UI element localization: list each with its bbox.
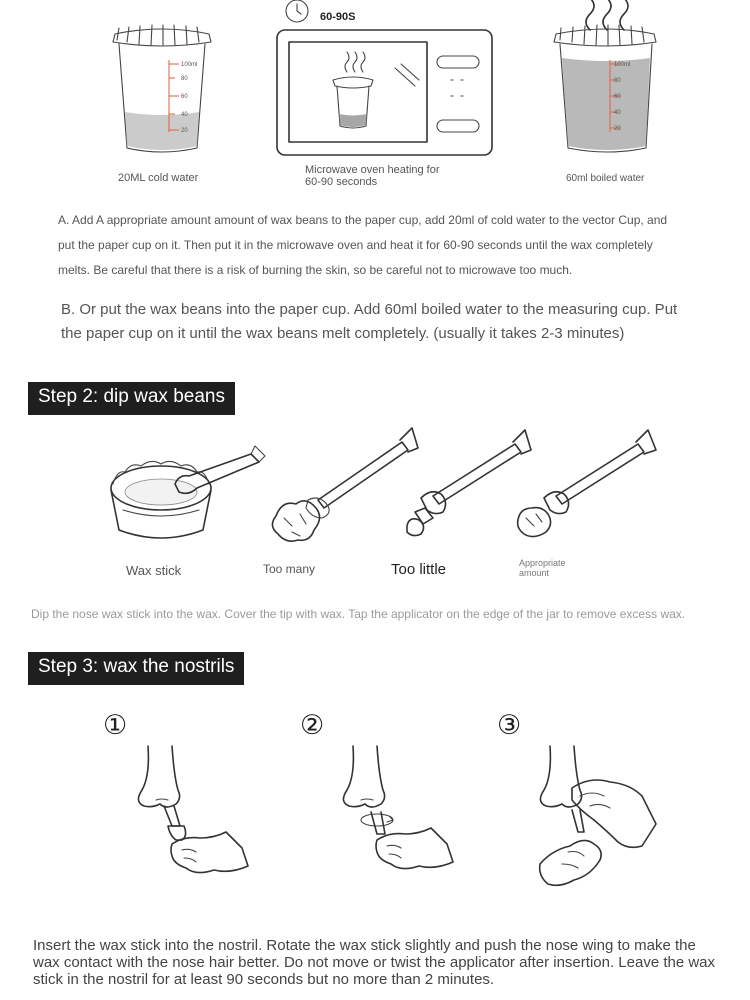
- nose-rotate-illustration: [335, 740, 465, 880]
- step-number-2: ②: [300, 710, 325, 741]
- instruction-a: A. Add A appropriate amount amount of wax beans to the paper cup, add 20ml of cold water to the vector Cup, and put the paper cup on it. Then put it in the microwave oven and heat it for 60-90 seconds until the wax completely melts. Be careful that there is a risk of burning the skin, so be careful not to microwave too much.: [58, 213, 668, 277]
- scale-label: 80: [181, 76, 188, 82]
- cold-water-caption: 20ML cold water: [118, 172, 199, 184]
- stick-appropriate-illustration: [508, 428, 668, 548]
- timer-label: 60-90S: [320, 11, 356, 23]
- scale-label: 100ml: [614, 62, 631, 68]
- scale-label: 60: [614, 94, 621, 100]
- scale-label: 80: [614, 78, 621, 84]
- nose-insert-illustration: [130, 740, 260, 880]
- too-little-label: Too little: [391, 561, 447, 578]
- cup-scale-labels: [0, 0, 750, 200]
- boiled-water-caption: 60ml boiled water: [566, 173, 645, 184]
- step-number-3: ③: [497, 710, 522, 741]
- scale-label: 40: [181, 112, 188, 118]
- step-3-header: Step 3: wax the nostrils: [28, 652, 244, 685]
- scale-label: 60: [181, 94, 188, 100]
- step-2-header: Step 2: dip wax beans: [28, 382, 235, 415]
- scale-label: 100ml: [181, 62, 198, 68]
- scale-label: 20: [614, 126, 621, 132]
- nose-press-illustration: [532, 740, 672, 900]
- appropriate-amount-label: Appropriate amount: [519, 558, 566, 578]
- instruction-b: B. Or put the wax beans into the paper cup. Add 60ml boiled water to the measuring cup. Put the paper cup on it until the wax beans melt completely. (usually it takes 2-3 minutes): [61, 301, 678, 342]
- step-2-note: Dip the nose wax stick into the wax. Cover the tip with wax. Tap the applicator on the edge of the jar to remove excess wax.: [31, 607, 686, 621]
- scale-label: 40: [614, 110, 621, 116]
- wax-stick-label: Wax stick: [126, 563, 182, 578]
- microwave-caption: Microwave oven heating for 60-90 seconds: [305, 164, 440, 188]
- step-3-instructions: Insert the wax stick into the nostril. Rotate the wax stick slightly and push the nose wing to make the wax contact with the nose hair better. Do not move or twist the applicator after insertion. Leave the wax stick in the nostril for at least 90 seconds but no more than 2 minutes.: [33, 937, 716, 988]
- scale-label: 20: [181, 128, 188, 134]
- wax-bowl-illustration: [105, 440, 270, 555]
- step-number-1: ①: [103, 710, 128, 741]
- too-many-label: Too many: [263, 562, 316, 576]
